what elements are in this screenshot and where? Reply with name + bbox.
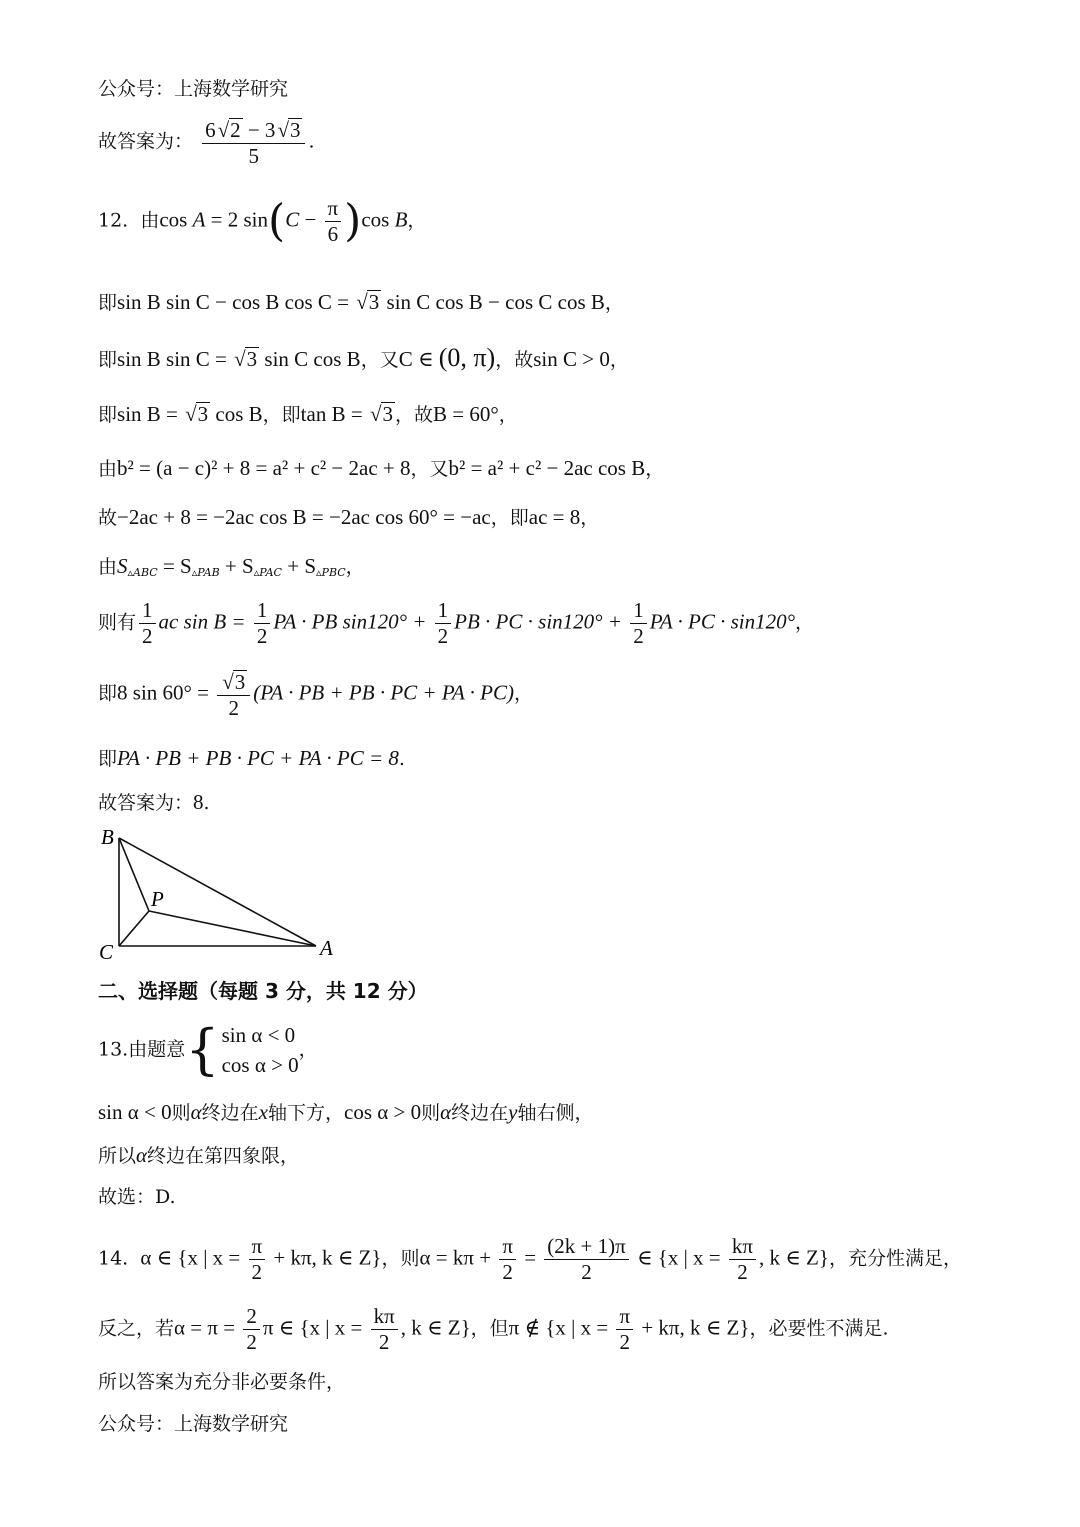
q12-line-5: 由b² = (a − c)² + 8 = a² + c² − 2ac + 8，又b² = a² + c² − 2ac cos B， xyxy=(98,456,665,480)
page-header-source: 公众号：上海数学研究 xyxy=(98,78,289,100)
q13-line-3: 所以α终边在第四象限， xyxy=(98,1143,300,1167)
q12-line-6: 故−2ac + 8 = −2ac cos B = −2ac cos 60° = −ac，即ac = 8， xyxy=(98,505,600,529)
q12-line-7: 由$S_{▵ABC} = S_{▵PAB} + S_{▵PAC} + S_{▵PBC}$， xyxy=(98,554,365,579)
q11-answer: 故答案为： $\frac{6√ 2 - 3√ 3}{5}$ . xyxy=(98,118,315,167)
q11-answer-fraction: $\frac{6√ 2 - 3√ 3}{5}$ xyxy=(202,118,305,167)
label-P: P xyxy=(151,887,164,911)
page-footer-source: 公众号：上海数学研究 xyxy=(98,1413,289,1435)
q12-line-2: 即sin B sin C − cos B cos C = √ 3 sin C cos B − cos C cos B， xyxy=(98,290,624,313)
segment-PB xyxy=(119,838,149,911)
q12-line-4: 即sin B = √ 3 cos B，即tan B = √ 3 ，故B = 60°， xyxy=(98,402,518,425)
segment-PA xyxy=(149,911,316,946)
triangle-figure xyxy=(92,822,352,967)
q12-line-1: 12. 由cos A = 2 sin(C − $\frac{\pi}{6}$ )cos B， xyxy=(98,195,427,247)
segment-BA xyxy=(119,838,316,946)
segment-PC xyxy=(119,911,149,946)
q12-line-8: 则有 $\frac{1}{2}$ ac sin B = $\frac{1}{2}$ PA · PB sin120° + $\frac{1}{2}$ PB · PC · sin120° + $\frac{1}{2}$ PA · PC · sin120°， xyxy=(98,598,815,648)
q13-line-4: 故选：D. xyxy=(98,1186,176,1208)
q13-line-1: 13.由题意{ sin α < 0 cos α > 0 ， xyxy=(98,1018,318,1082)
q14-line-3: 所以答案为充分非必要条件， xyxy=(98,1371,346,1393)
q12-line-3: 即sin B sin C = √ 3 sin C cos B，又C ∈ (0, π)，故sin C > 0， xyxy=(98,345,629,371)
q14-line-1: 14. α ∈ {x | x = $\frac{\pi}{2}$ + kπ, k ∈ Z}，则α = kπ + $\frac{\pi}{2}$ = $\frac{(2k + 1)\pi}{2}$ ∈ {x | x = $\frac{k\pi}{2}$ , k ∈ Z}，充分性满足， xyxy=(98,1234,962,1284)
q12-line-11: 故答案为：8. xyxy=(98,790,210,814)
q13-line-2: sin α < 0则α终边在x轴下方，cos α > 0则α终边在y轴右侧， xyxy=(98,1100,594,1124)
label-C: C xyxy=(99,940,114,964)
q12-line-9: 即8 sin 60° = √ $\frac{3}{2}$ (PA · PB + PB · PC + PA · PC)， xyxy=(98,670,533,719)
label-B: B xyxy=(101,825,114,849)
q14-line-2: 反之，若α = π = $\frac{2}{2}$ π ∈ {x | x = $\frac{k\pi}{2}$ , k ∈ Z}，但π ∉ {x | x = $\frac{\pi}{2}$ + kπ, k ∈ Z}，必要性不满足. xyxy=(98,1304,889,1354)
q12-line-10: 即PA · PB + PB · PC + PA · PC = 8. xyxy=(98,746,405,770)
label-A: A xyxy=(320,936,333,960)
section-heading: 二、选择题（每题 3 分，共 12 分） xyxy=(98,979,428,1003)
q11-answer-prefix: 故答案为： xyxy=(98,130,194,153)
